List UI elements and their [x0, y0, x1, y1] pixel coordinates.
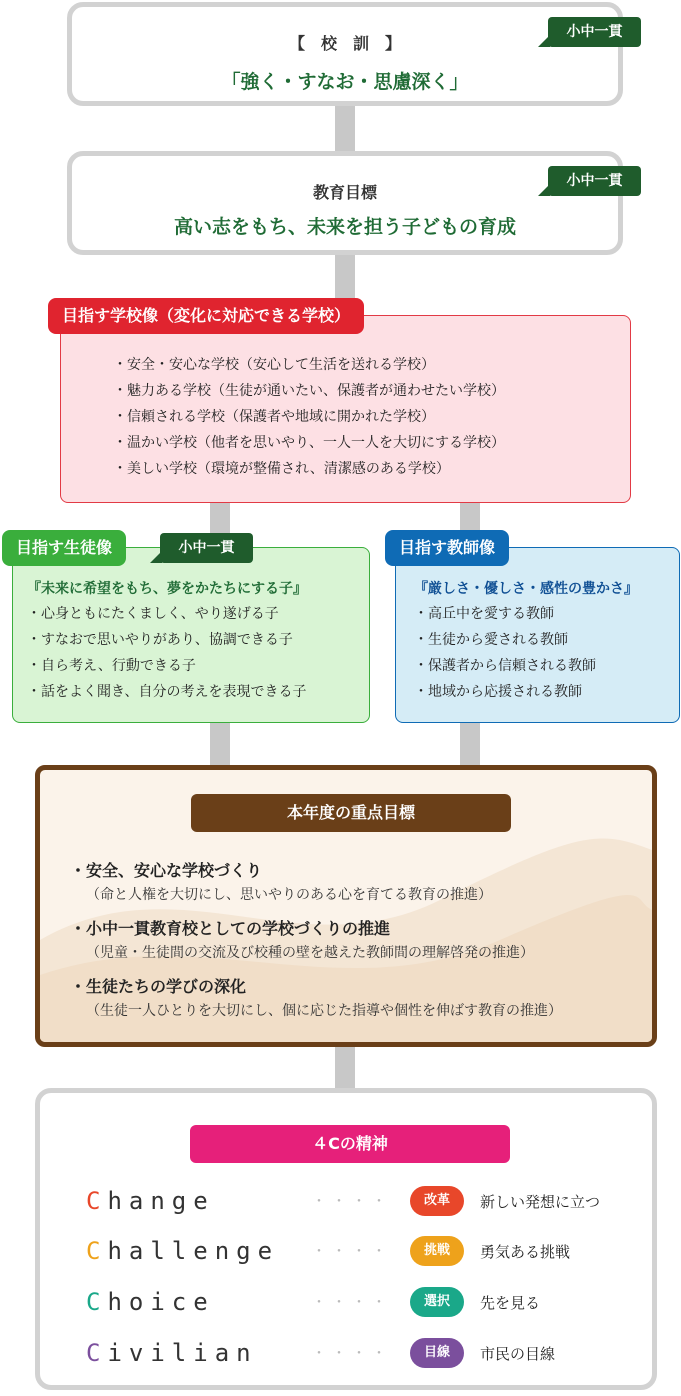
four-c-desc-3: 先を見る	[480, 1294, 541, 1312]
school-image-item-1: ・安全・安心な学校（安心して生活を送れる学校）	[113, 357, 435, 373]
school-image-item-3: ・信頼される学校（保護者や地域に開かれた学校）	[113, 409, 435, 425]
motto-heading: 【 校 訓 】	[288, 34, 401, 53]
motto-tag: 小中一貫	[548, 17, 641, 47]
teacher-image-item-1: ・高丘中を愛する教師	[414, 606, 554, 622]
connector-6	[460, 720, 480, 768]
goal-heading: 教育目標	[312, 183, 377, 202]
four-c-initial-1: C	[86, 1187, 108, 1215]
focus-item-3-sub: （生徒一人ひとりを大切にし、個に応じた指導や個性を伸ばす教育の推進）	[86, 1003, 562, 1019]
student-image-list	[27, 601, 306, 705]
teacher-image-item-2: ・生徒から愛される教師	[414, 632, 568, 648]
four-c-word-3: hoice	[107, 1288, 215, 1316]
focus-box	[35, 765, 657, 1047]
student-image-tag: 小中一貫	[160, 533, 253, 563]
teacher-image-item-3: ・保護者から信頼される教師	[414, 658, 596, 674]
goal-box	[67, 151, 623, 255]
teacher-image-motto: 『厳しさ・優しさ・感性の豊かさ』	[414, 581, 638, 597]
student-image-item-3: ・自ら考え、行動できる子	[27, 658, 196, 674]
connector-2	[335, 253, 355, 303]
focus-item-1-head: ・安全、安心な学校づくり	[70, 861, 263, 880]
four-c-dots-4: ・・・・	[312, 1346, 392, 1362]
motto-box	[67, 2, 623, 106]
focus-item-2-head: ・小中一貫教育校としての学校づくりの推進	[70, 919, 391, 938]
four-c-desc-2: 勇気ある挑戦	[480, 1243, 571, 1261]
four-c-desc-4: 市民の目線	[480, 1345, 556, 1363]
teacher-image-list	[414, 601, 596, 705]
connector-7	[335, 1045, 355, 1090]
four-c-dots-1: ・・・・	[312, 1194, 392, 1210]
four-c-word-4: ivilian	[107, 1339, 258, 1367]
student-image-item-2: ・すなおで思いやりがあり、協調できる子	[27, 632, 293, 648]
four-c-title: ４Cの精神	[190, 1125, 510, 1163]
connector-5	[210, 720, 230, 768]
focus-item-3-head: ・生徒たちの学びの深化	[70, 977, 247, 996]
four-c-badge-2: 挑戦	[410, 1236, 464, 1266]
four-c-desc-1: 新しい発想に立つ	[480, 1193, 601, 1211]
school-image-list	[113, 352, 505, 482]
four-c-badge-4: 目線	[410, 1338, 464, 1368]
connector-1	[335, 104, 355, 156]
four-c-word-1: hange	[107, 1187, 215, 1215]
motto-text: 「強く・すなお・思慮深く」	[221, 71, 469, 93]
student-image-panel	[12, 547, 370, 723]
student-image-item-4: ・話をよく聞き、自分の考えを表現できる子	[27, 684, 307, 700]
four-c-dots-3: ・・・・	[312, 1295, 392, 1311]
four-c-word-2: hallenge	[107, 1237, 280, 1265]
teacher-image-panel	[395, 547, 680, 723]
four-c-initial-4: C	[86, 1339, 108, 1367]
four-c-badge-3: 選択	[410, 1287, 464, 1317]
four-c-dots-2: ・・・・	[312, 1244, 392, 1260]
school-image-panel	[60, 315, 631, 503]
school-image-label: 目指す学校像（変化に対応できる学校）	[48, 298, 364, 334]
focus-item-1-sub: （命と人権を大切にし、思いやりのある心を育てる教育の推進）	[86, 887, 492, 903]
school-image-item-4: ・温かい学校（他者を思いやり、一人一人を大切にする学校）	[113, 435, 505, 451]
four-c-box	[35, 1088, 657, 1390]
four-c-initial-2: C	[86, 1237, 108, 1265]
goal-tag: 小中一貫	[548, 166, 641, 196]
goal-text: 高い志をもち、未来を担う子どもの育成	[173, 216, 516, 238]
student-image-motto: 『未来に希望をもち、夢をかたちにする子』	[27, 581, 307, 597]
student-image-item-1: ・心身ともにたくましく、やり遂げる子	[27, 606, 279, 622]
school-image-item-5: ・美しい学校（環境が整備され、清潔感のある学校）	[113, 461, 450, 477]
four-c-initial-3: C	[86, 1288, 108, 1316]
student-image-label: 目指す生徒像	[2, 530, 126, 566]
focus-title: 本年度の重点目標	[191, 794, 511, 832]
school-image-item-2: ・魅力ある学校（生徒が通いたい、保護者が通わせたい学校）	[113, 383, 505, 399]
focus-item-2-sub: （児童・生徒間の交流及び校種の壁を越えた教師間の理解啓発の推進）	[86, 945, 534, 961]
teacher-image-label: 目指す教師像	[385, 530, 509, 566]
four-c-badge-1: 改革	[410, 1186, 464, 1216]
teacher-image-item-4: ・地域から応援される教師	[414, 684, 582, 700]
